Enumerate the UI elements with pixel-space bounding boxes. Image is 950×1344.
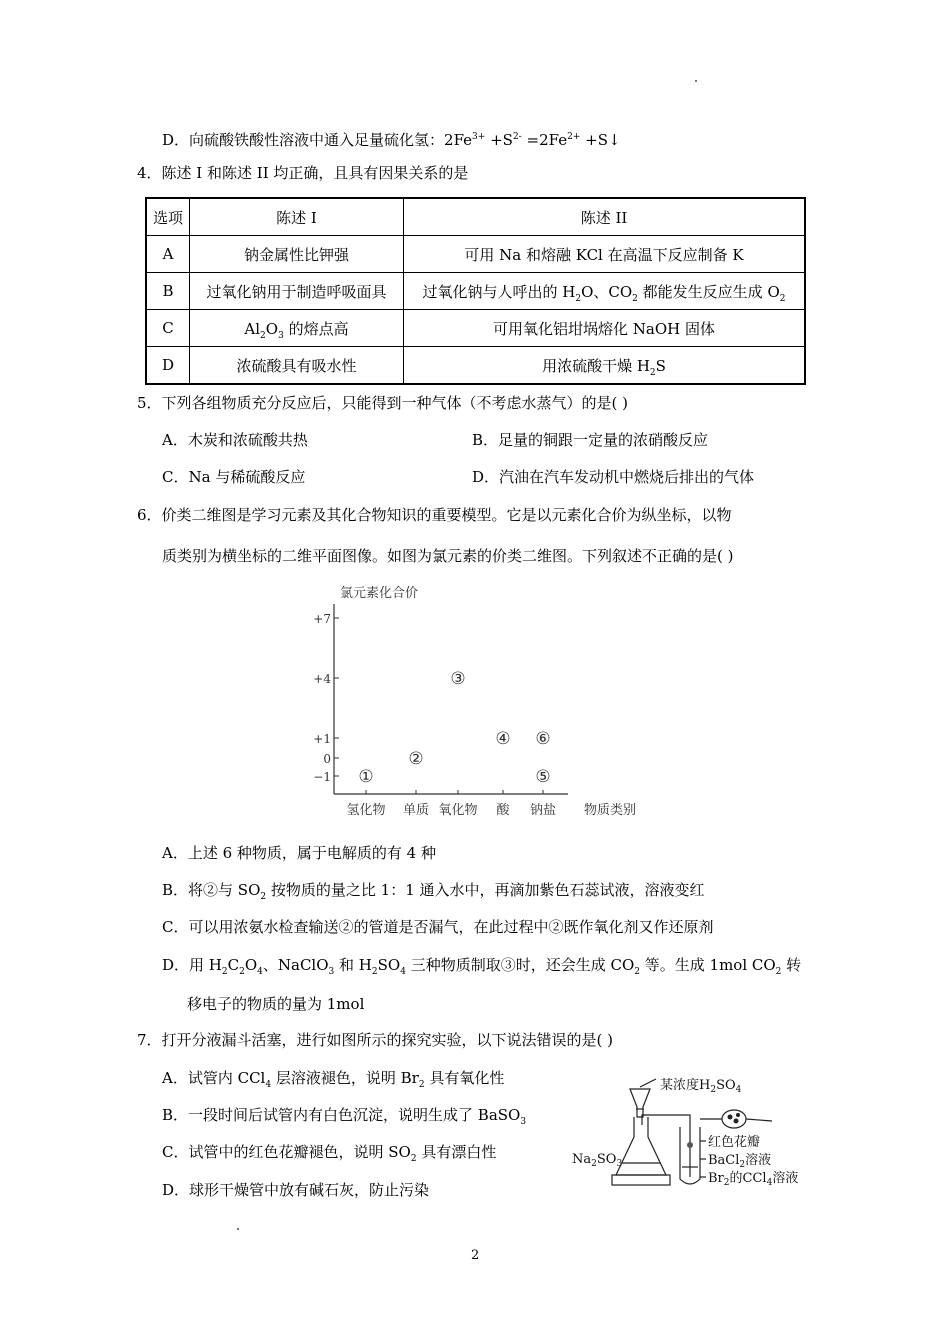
conical-flask <box>616 1117 666 1175</box>
apparatus-figure <box>572 1075 812 1195</box>
valence-chart <box>310 582 637 822</box>
table-row <box>146 310 805 347</box>
q6-option-a: A．上述 6 种物质，属于电解质的有 4 种 <box>162 844 436 862</box>
row-option: D <box>146 347 190 385</box>
q5-option-c: C．Na 与稀硫酸反应 <box>162 468 306 486</box>
label-acid: 某浓度$H_2SO_4$ <box>660 1078 742 1095</box>
row-statement-2: 过氧化钠与人呼出的 $H_2O$、$CO_2$ 都能发生反应生成 $O_2$ <box>404 273 806 310</box>
label-petal: 红色花瓣 <box>708 1135 761 1150</box>
table-row <box>146 273 805 310</box>
label-br2: $Br_2$的CCl$_4$溶液 <box>708 1171 799 1188</box>
y-tick-label: −1 <box>313 770 331 784</box>
data-point: ⑤ <box>535 767 551 787</box>
data-point: ③ <box>450 669 466 689</box>
speck <box>695 80 697 82</box>
x-tick-label: 钠盐 <box>529 803 557 818</box>
q7-option-c: C．试管中的红色花瓣褪色，说明 $SO_2$ 具有漂白性 <box>162 1143 497 1164</box>
speck <box>237 1228 239 1230</box>
q7-option-b: B．一段时间后试管内有白色沉淀，说明生成了 BaSO$_3$ <box>162 1106 527 1127</box>
q6-option-b: B．将②与 $SO_2$ 按物质的量之比 1：1 通入水中，再滴加紫色石蕊试液，溶液变红 <box>162 881 705 902</box>
x-tick-label: 单质 <box>402 803 430 818</box>
q6-stem-2: 质类别为横坐标的二维平面图像。如图为氯元素的价类二维图。下列叙述不正确的是( ) <box>162 547 734 565</box>
label-na2so3: $Na_2SO_3$ <box>572 1152 623 1169</box>
table-row <box>146 236 805 273</box>
drying-tube-outlet <box>746 1119 772 1121</box>
y-tick-label: 0 <box>323 752 331 766</box>
header-statement-1: 陈述 I <box>190 198 404 236</box>
row-option: A <box>146 236 190 273</box>
q7-stem: 7．打开分液漏斗活塞，进行如图所示的探究实验，以下说法错误的是( ) <box>137 1031 614 1049</box>
row-statement-2: 可用氧化铝坩埚熔化 NaOH 固体 <box>404 310 806 347</box>
q5-option-d: D．汽油在汽车发动机中燃烧后排出的气体 <box>472 468 755 486</box>
row-statement-1: 浓硫酸具有吸水性 <box>190 347 404 385</box>
y-tick-label: +7 <box>313 612 331 626</box>
dropping-funnel <box>630 1089 650 1117</box>
row-statement-1: 钠金属性比钾强 <box>190 236 404 273</box>
row-statement-2: 可用 Na 和熔融 KCl 在高温下反应制备 K <box>404 236 806 273</box>
label-bacl2: BaCl$_2$溶液 <box>708 1153 772 1170</box>
data-point: ① <box>358 767 374 787</box>
drying-tube-bulb <box>722 1110 746 1128</box>
data-point: ⑥ <box>535 729 551 749</box>
x-tick-label: 氧化物 <box>438 803 478 818</box>
row-option: B <box>146 273 190 310</box>
q4-stem: 4．陈述 I 和陈述 II 均正确，且具有因果关系的是 <box>137 164 469 182</box>
y-axis-label: 氯元素化合价 <box>340 586 419 601</box>
q5-option-b: B．足量的铜跟一定量的浓硝酸反应 <box>472 431 709 449</box>
q6-option-c: C．可以用浓氨水检查输送②的管道是否漏气，在此过程中②既作氧化剂又作还原剂 <box>162 918 714 936</box>
q7-option-d: D．球形干燥管中放有碱石灰，防止污染 <box>162 1181 430 1199</box>
q4-table <box>145 197 806 385</box>
heater <box>612 1175 670 1185</box>
table-row <box>146 198 805 236</box>
q6-option-d-cont: 移电子的物质的量为 1mol <box>187 995 365 1013</box>
row-statement-2: 用浓硫酸干燥 $H_2S$ <box>404 347 806 385</box>
table-row <box>146 347 805 385</box>
q3-option-d: D．向硫酸铁酸性溶液中通入足量硫化氢：$2Fe^{3+} +S^{2-} =2Fe^{2+}$ +S↓ <box>162 131 621 149</box>
page-number: 2 <box>471 1248 480 1263</box>
x-tick-label: 氢化物 <box>346 803 386 818</box>
row-option: C <box>146 310 190 347</box>
q5-stem: 5．下列各组物质充分反应后，只能得到一种气体（不考虑水蒸气）的是( ) <box>137 394 629 412</box>
x-tick-label: 酸 <box>496 803 510 818</box>
x-axis-label: 物质类别 <box>583 803 637 818</box>
red-petal <box>687 1142 693 1148</box>
y-tick-label: +4 <box>313 672 331 686</box>
header-option: 选项 <box>146 198 190 236</box>
delivery-tube <box>642 1115 690 1177</box>
q6-option-d: D．用 $H_2C_2O_4$、NaClO$_3$ 和 $H_2SO_4$ 三种物质制取③时，还会生成 $CO_2$ 等。生成 1mol $CO_2$ 转 <box>162 956 802 977</box>
leader-line <box>640 1079 656 1087</box>
q5-option-a: A．木炭和浓硫酸共热 <box>162 431 308 449</box>
row-statement-1: 过氧化钠用于制造呼吸面具 <box>190 273 404 310</box>
q7-option-a: A．试管内 CCl$_4$ 层溶液褪色，说明 $Br_2$ 具有氧化性 <box>162 1069 505 1090</box>
header-statement-2: 陈述 II <box>404 198 806 236</box>
data-point: ④ <box>495 729 511 749</box>
q6-stem-1: 6．价类二维图是学习元素及其化合物知识的重要模型。它是以元素化合价为纵坐标，以物 <box>137 506 732 524</box>
data-point: ② <box>408 749 424 769</box>
row-statement-1: $Al_2O_3$ 的熔点高 <box>190 310 404 347</box>
y-tick-label: +1 <box>313 732 331 746</box>
